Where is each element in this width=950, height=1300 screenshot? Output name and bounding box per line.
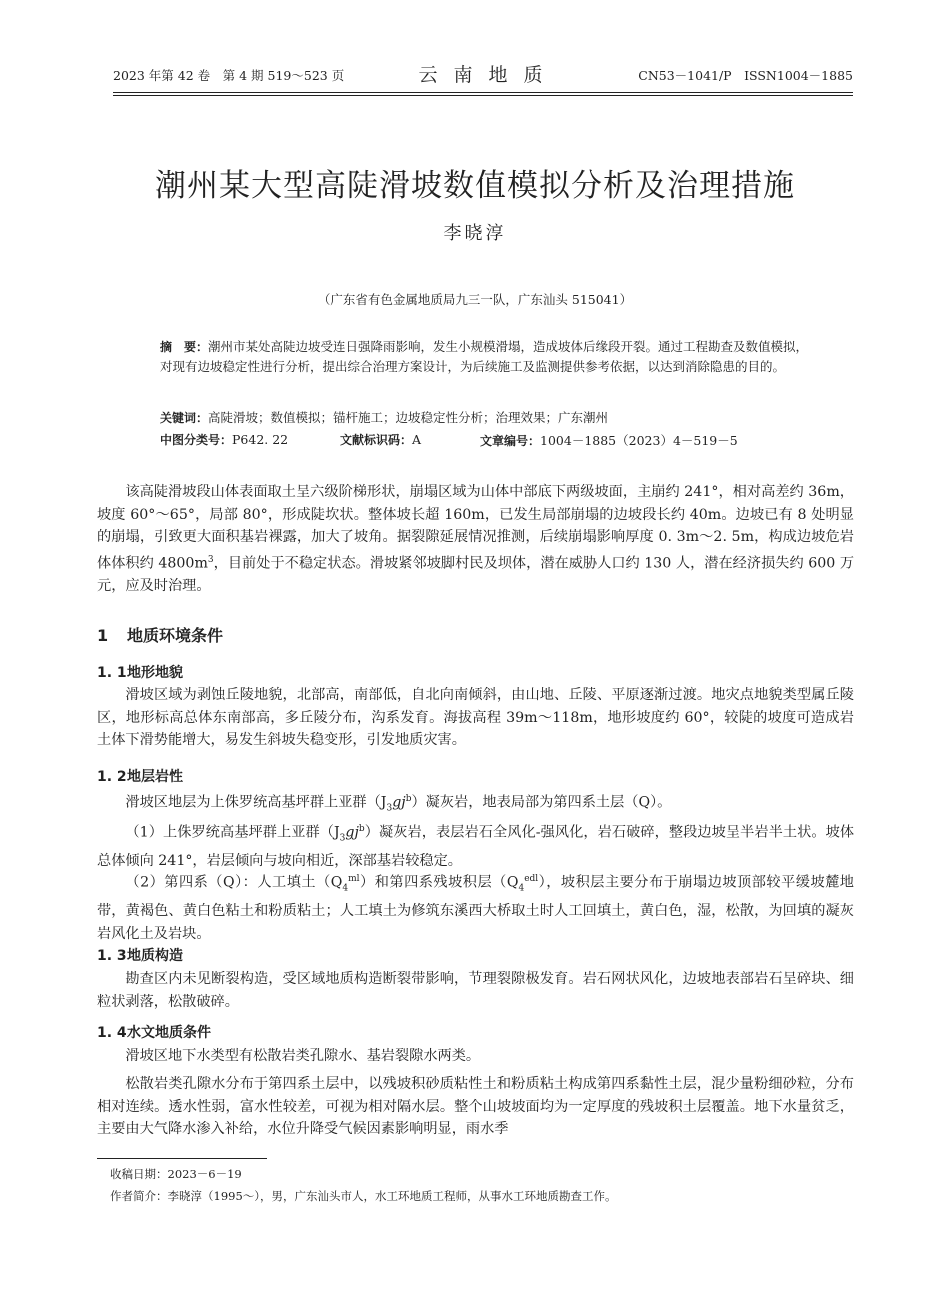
section-1-4-paragraph-1: 滑坡区地下水类型有松散岩类孔隙水、基岩裂隙水两类。 (125, 1048, 481, 1064)
header-rule-bottom (113, 95, 853, 96)
clc-label: 中图分类号： (160, 433, 233, 447)
s12-p1-sup: b (405, 794, 412, 804)
section-1-3-number: 1. 3 (97, 948, 127, 964)
section-1-3-heading (97, 945, 183, 965)
section-1-2-heading (97, 766, 183, 786)
running-header (113, 60, 853, 90)
s12-p3-a: （2）第四系（Q）：人工填土（Q (125, 874, 343, 891)
section-1-4-title: 水文地质条件 (127, 1025, 211, 1041)
footnote-rule (97, 1158, 267, 1159)
abstract-label: 摘 要： (160, 340, 209, 354)
article-number (480, 431, 738, 449)
s12-p2-sup: b (358, 824, 365, 834)
s12-p2-c: ）凝灰岩，表层岩石全风化-强风化，岩石破碎，整段边坡呈半岩半土状。坡体总体倾向 241°，岩层倾向与坡向相近，深部基岩较稳定。 (97, 824, 855, 870)
section-1-3-title: 地质构造 (127, 948, 183, 964)
section-1-1-number: 1. 1 (97, 665, 127, 681)
intro-text-1: 该高陡滑坡段山体表面取土呈六级阶梯形状，崩塌区域为山体中部底下两级坡面，主崩约 241°，相对高差约 36m，坡度 60°～65°，局部 80°，形成陡坎状。整体坡长超 160m，已发生局部崩塌的边坡段长约 40m。边坡已有 8 处明显的崩塌，引致更大面积基岩裸露，加大了坡角。据裂隙延展情况推测，后续崩塌影响厚度 0. 3m～2. 5m，构成边坡危岩体体积约 4800m (97, 484, 854, 572)
doc-label: 文献标识码： (340, 433, 413, 447)
section-1-3-paragraph: 勘查区内未见断裂构造，受区域地质构造断裂带影响，节理裂隙极发育。岩石网状风化，边坡地表部岩石呈碎块、细粒状剥落，松散破碎。 (97, 971, 854, 1010)
footnote-received: 收稿日期：2023－6－19 (110, 1167, 242, 1181)
abstract (160, 337, 820, 377)
section-1-1-paragraph: 滑坡区域为剥蚀丘陵地貌，北部高，南部低，自北向南倾斜，由山地、丘陵、平原逐渐过渡。地灾点地貌类型属丘陵区，地形标高总体东南部高，多丘陵分布，沟系发育。海拔高程 39m～118m，地形坡度约 60°，较陡的坡度可造成岩土体下滑势能增大，易发生斜坡失稳变形，引发地质灾害。 (97, 687, 854, 748)
keywords-text: 高陡滑坡；数值模拟；锚杆施工；边坡稳定性分析；治理效果；广东潮州 (208, 410, 609, 425)
header-rule-top (113, 92, 853, 93)
intro-text-2: ，目前处于不稳定状态。滑坡紧邻坡脚村民及坝体，潜在威胁人口约 130 人，潜在经济损失约 600 万元，应及时治理。 (97, 555, 855, 594)
section-1-title: 地质环境条件 (127, 626, 224, 645)
s12-p1-c: ）凝灰岩，地表局部为第四系土层（Q）。 (411, 794, 672, 811)
section-1-2-number: 1. 2 (97, 769, 127, 785)
s12-p1-sub: 3 (386, 803, 393, 814)
paper-title: 潮州某大型高陡滑坡数值模拟分析及治理措施 (155, 168, 795, 204)
s12-p1-a: 滑坡区地层为上侏罗统高基坪群上亚群（J (125, 794, 387, 811)
section-1-1-title: 地形地貌 (127, 665, 183, 681)
section-1-1-heading (97, 662, 183, 682)
section-1-4-heading (97, 1022, 211, 1042)
s12-p2-sub: 3 (339, 833, 346, 844)
section-1-2-title: 地层岩性 (127, 769, 183, 785)
clc-value: P642. 22 (232, 432, 289, 447)
s12-p3-c: ），坡积层主要分布于崩塌边坡顶部较平缓坡麓地带，黄褐色、黄白色粘土和粉质粘土；人工填土为修筑东溪西大桥取土时人工回填土，黄白色，湿，松散，为回填的凝灰岩风化土及岩块。 (97, 874, 854, 942)
clc-code (160, 431, 288, 448)
section-1-4-paragraph-2: 松散岩类孔隙水分布于第四系土层中，以残坡积砂质粘性土和粉质粘土构成第四系黏性土层，混少量粉细砂粒，分布相对连续。透水性弱，富水性较差，可视为相对隔水层。整个山坡坡面均为一定厚度的残坡积土层覆盖。地下水量贫乏，主要由大气降水渗入补给，水位升降受气候因素影响明显，雨水季 (97, 1076, 854, 1137)
section-1-2-paragraph-1 (97, 788, 854, 820)
affiliation: （广东省有色金属地质局九三一队，广东汕头 515041） (317, 292, 633, 307)
keywords-label: 关键词： (160, 411, 209, 425)
doc-code (340, 431, 421, 448)
abstract-text: 潮州市某处高陡边坡受连日强降雨影响，发生小规模滑塌，造成坡体后缘段开裂。通过工程勘查及数值模拟，对现有边坡稳定性进行分析，提出综合治理方案设计，为后续施工及监测提供参考依据，以达到消除隐患的目的。 (160, 339, 809, 374)
header-issn: CN53－1041/P ISSN1004－1885 (638, 68, 853, 83)
article-value: 1004－1885（2023）4－519－5 (540, 433, 738, 448)
footnote-author-bio: 作者简介：李晓淳（1995～），男，广东汕头市人，水工环地质工程师，从事水工环地质勘查工作。 (110, 1189, 617, 1203)
section-1-heading (97, 623, 223, 646)
s12-p3-b: ）和第四系残坡积层（Q (359, 874, 519, 891)
header-issue-info: 2023 年第 42 卷 第 4 期 519～523 页 (113, 68, 345, 83)
s12-p3-sub2: 4 (518, 883, 525, 894)
section-1-number: 1 (97, 626, 109, 645)
article-label: 文章编号： (480, 434, 541, 448)
section-1-2-paragraph-3 (97, 868, 854, 945)
s12-p1-b: gj (392, 794, 406, 811)
intro-paragraph (97, 481, 854, 597)
author-name: 李晓淳 (443, 223, 507, 244)
keywords (160, 408, 820, 428)
s12-p3-sup2: edl (524, 874, 539, 884)
s12-p2-b: gj (345, 824, 359, 841)
s12-p3-sub1: 4 (342, 883, 349, 894)
intro-superscript: 3 (207, 554, 214, 565)
s12-p3-sup1: ml (348, 874, 360, 884)
journal-name: 云 南 地 质 (418, 64, 548, 86)
doc-value: A (412, 432, 422, 447)
s12-p2-a: （1）上侏罗统高基坪群上亚群（J (125, 824, 340, 841)
section-1-2-paragraph-2 (97, 818, 854, 873)
section-1-4-number: 1. 4 (97, 1025, 127, 1041)
